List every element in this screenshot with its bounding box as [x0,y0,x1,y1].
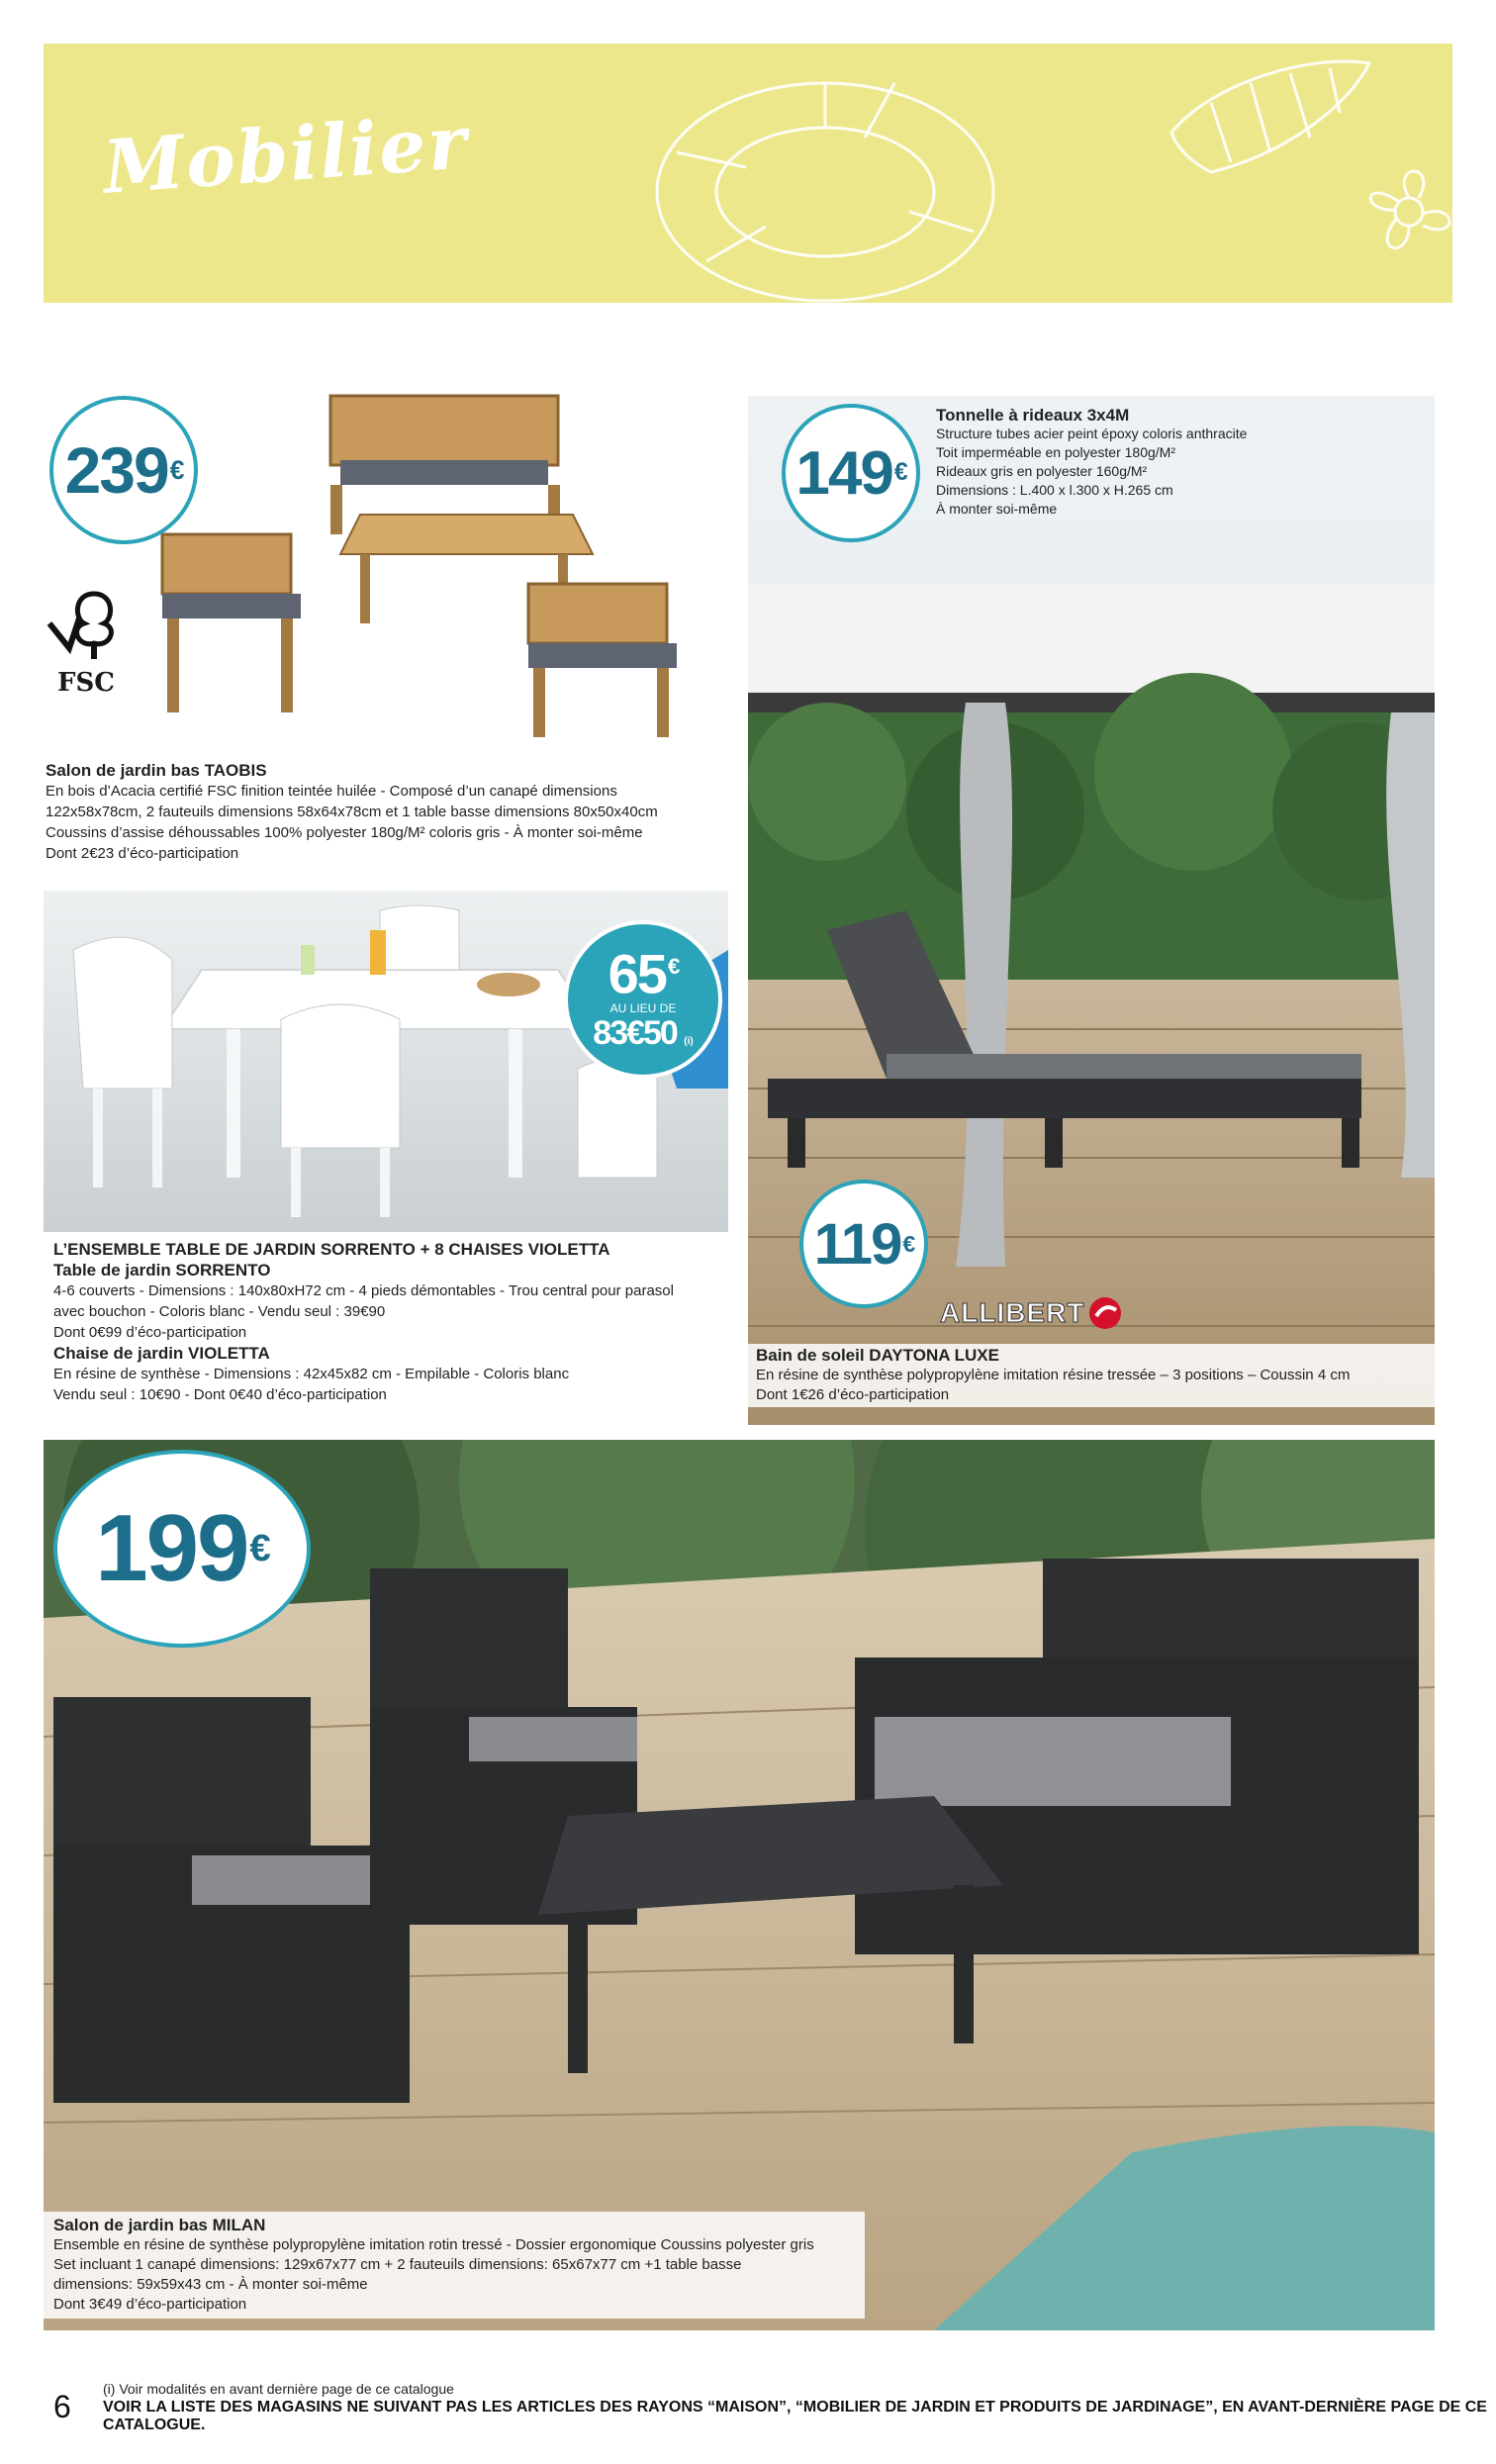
daytona-title: Bain de soleil DAYTONA LUXE [756,1346,999,1365]
tonnelle-line: À monter soi-même [936,501,1058,517]
section-title: Mobilier [100,100,471,211]
tonnelle-line: Structure tubes acier peint époxy coloris anthracite [936,426,1248,441]
allibert-logo [940,1296,1122,1330]
sorrento-table-line: Dont 0€99 d’éco-participation [53,1324,247,1341]
daytona-currency: € [902,1230,914,1257]
daytona-price: 119 [813,1211,901,1277]
sorrento-old-price: 83€50 [593,1014,677,1053]
milan-price-badge [53,1450,311,1648]
taobis-description [46,760,738,864]
taobis-line: Coussins d’assise déhoussables 100% polyester 180g/M² coloris gris - À monter soi-même [46,824,643,841]
daytona-line: En résine de synthèse polypropylène imitation résine tressée – 3 positions – Coussin 4 cm [756,1367,1351,1383]
sorrento-table-line: 4-6 couverts - Dimensions : 140x80xH72 cm - 4 pieds démontables - Trou central pour parasol [53,1282,674,1299]
sorrento-title: L’ENSEMBLE TABLE DE JARDIN SORRENTO + 8 CHAISES VIOLETTA [53,1240,610,1259]
milan-line: Set incluant 1 canapé dimensions: 129x67x77 cm + 2 fauteuils dimensions: 65x67x77 cm +1 table basse [53,2256,742,2273]
daytona-description [748,1344,1435,1407]
allibert-mark-icon [1088,1296,1122,1330]
tonnelle-title: Tonnelle à rideaux 3x4M [936,406,1130,425]
taobis-title: Salon de jardin bas TAOBIS [46,761,267,780]
tonnelle-currency: € [893,459,906,486]
milan-description [44,2212,865,2319]
sorrento-table-line: avec bouchon - Coloris blanc - Vendu seul : 39€90 [53,1303,386,1320]
milan-line: Ensemble en résine de synthèse polypropylène imitation rotin tressé - Dossier ergonomique Coussins polyester gris [53,2236,814,2253]
milan-price: 199 [95,1495,248,1601]
tonnelle-price: 149 [795,438,892,508]
milan-line: dimensions: 59x59x43 cm - À monter soi-même [53,2276,368,2293]
beach-decoration-illustration [598,44,1452,303]
sorrento-old-price-note: (i) [684,1036,694,1048]
footer-note: (i) Voir modalités en avant dernière page de ce catalogue [103,2381,454,2397]
page-header-banner [44,44,1452,303]
daytona-price-badge [799,1180,928,1308]
sorrento-currency: € [667,953,679,979]
taobis-line: 122x58x78cm, 2 fauteuils dimensions 58x64x78cm et 1 table basse dimensions 80x50x40cm [46,804,658,820]
sorrento-price-badge [564,920,722,1079]
sorrento-description [53,1239,746,1405]
tonnelle-price-badge [782,404,920,542]
violetta-title: Chaise de jardin VIOLETTA [53,1344,270,1363]
fsc-tree-icon [40,574,139,663]
footer-store-notice: VOIR LA LISTE DES MAGASINS NE SUIVANT PAS LES ARTICLES DES RAYONS “MAISON”, “MOBILIER DE JARDIN ET PRODUITS DE JARDINAGE”, EN AVANT-DERNIÈRE PAGE DE CE CATALOGUE. [103,2399,1487,2433]
tonnelle-line: Dimensions : L.400 x l.300 x H.265 cm [936,482,1173,498]
taobis-line: Dont 2€23 d’éco-participation [46,845,239,862]
taobis-price-badge [49,396,198,544]
sorrento-table-title: Table de jardin SORRENTO [53,1261,271,1279]
sorrento-au-lieu-de: AU LIEU DE [609,1001,677,1016]
taobis-currency: € [169,454,183,485]
milan-currency: € [249,1527,269,1569]
fsc-label: FSC [57,668,115,698]
taobis-line: En bois d’Acacia certifié FSC finition teintée huilée - Composé d’un canapé dimensions [46,783,617,800]
tonnelle-description [936,406,1431,519]
sorrento-price: 65 [608,942,666,1005]
tonnelle-line: Rideaux gris en polyester 160g/M² [936,463,1148,479]
tonnelle-line: Toit imperméable en polyester 180g/M² [936,444,1176,460]
taobis-price: 239 [64,433,168,507]
page-number: 6 [53,2389,71,2424]
violetta-line: En résine de synthèse - Dimensions : 42x45x82 cm - Empilable - Coloris blanc [53,1366,570,1382]
allibert-brand-name: ALLIBERT [940,1297,1085,1328]
daytona-line: Dont 1€26 d’éco-participation [756,1386,950,1403]
violetta-line: Vendu seul : 10€90 - Dont 0€40 d’éco-participation [53,1386,387,1403]
fsc-logo [40,574,139,703]
milan-title: Salon de jardin bas MILAN [53,2216,266,2234]
milan-line: Dont 3€49 d’éco-participation [53,2296,247,2313]
